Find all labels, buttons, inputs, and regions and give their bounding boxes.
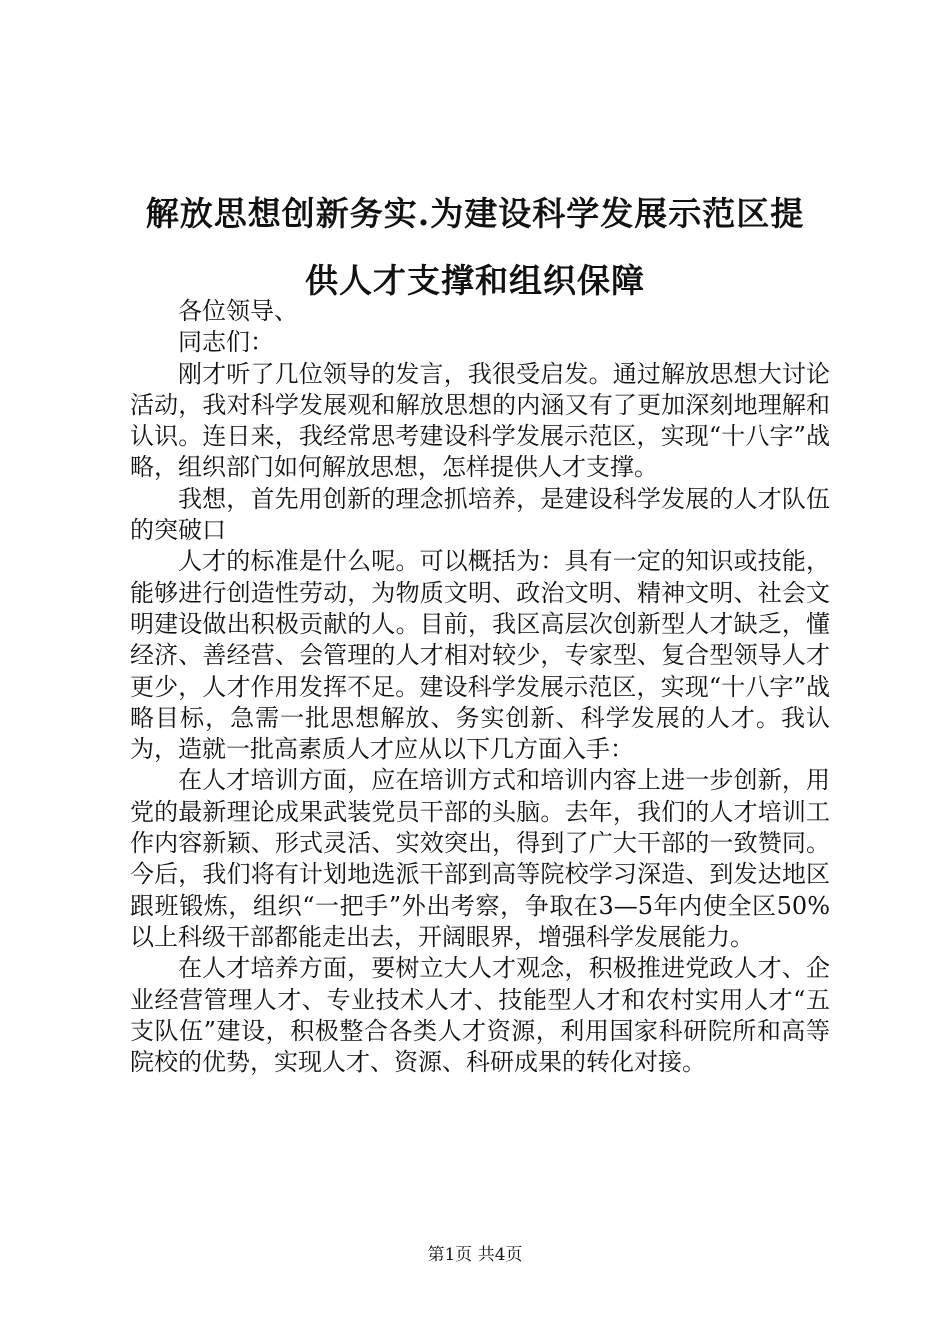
paragraph: 在人才培训方面，应在培训方式和培训内容上进一步创新，用党的最新理论成果武装党员干部的头脑。去年，我们的人才培训工作内容新颖、形式灵活、实效突出，得到了广大干部的一致赞同。今后，我们将有计划地选派干部到高等院校学习深造、到发达地区跟班锻炼，组织“一把手”外出考察，争取在3—5年内使全区50%以上科级干部都能走出去，开阔眼界，增强科学发展能力。 <box>130 766 830 951</box>
page-footer: 第1页 共4页 <box>427 1245 523 1265</box>
title-line: 解放思想创新务实.为建设科学发展示范区提 <box>145 194 805 233</box>
paragraph: 在人才培养方面，要树立大人才观念，积极推进党政人才、企业经营管理人才、专业技术人才、技能型人才和农村实用人才“五支队伍”建设，积极整合各类人才资源，利用国家科研院所和高等院校的优势，实现人才、资源、科研成果的转化对接。 <box>130 954 830 1077</box>
salutation: 各位领导、 <box>178 297 298 325</box>
paragraph: 人才的标准是什么呢。可以概括为：具有一定的知识或技能，能够进行创造性劳动，为物质文明、政治文明、精神文明、社会文明建设做出积极贡献的人。目前，我区高层次创新型人才缺乏，懂经济、善经营、会管理的人才相对较少，专家型、复合型领导人才更少，人才作用发挥不足。建设科学发展示范区，实现“十八字”战略目标，急需一批思想解放、务实创新、科学发展的人才。我认为，造就一批高素质人才应从以下几方面入手： <box>130 547 830 764</box>
document-body <box>130 296 830 1078</box>
paragraph: 刚才听了几位领导的发言，我很受启发。通过解放思想大讨论活动，我对科学发展观和解放思想的内涵又有了更加深刻地理解和认识。连日来，我经常思考建设科学发展示范区，实现“十八字”战略，组织部门如何解放思想，怎样提供人才支撑。 <box>130 359 830 482</box>
salutation: 同志们： <box>178 328 274 357</box>
paragraph: 我想，首先用创新的理念抓培养，是建设科学发展的人才队伍的突破口 <box>130 484 830 545</box>
document-title <box>0 180 950 314</box>
title-line: 供人才支撑和组织保障 <box>305 261 645 300</box>
